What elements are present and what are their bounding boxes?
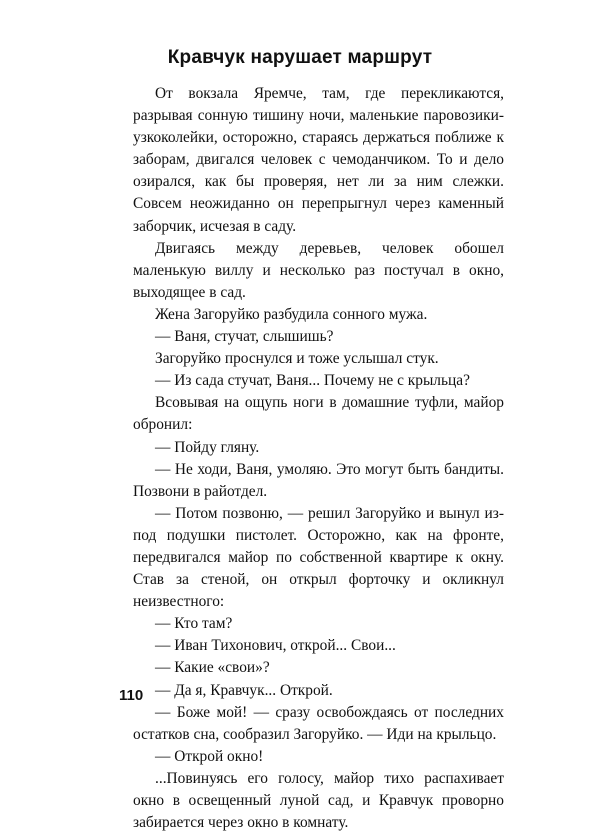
- paragraph: От вокзала Яремче, там, где перекликаются, разрывая сонную тишину ночи, маленькие паровозики-узкоколейки, осторожно, стараясь держаться поближе к заборам, двигался человек с чемоданчиком. То и дело озирался, как бы проверяя, нет ли за ним слежки. Совсем неожиданно он перепрыгнул через каменный заборчик, исчезая в саду.: [133, 85, 504, 235]
- dialogue-line: — Какие «свои»?: [155, 659, 270, 677]
- dialogue-line: — Ваня, стучат, слышишь?: [155, 328, 334, 346]
- dialogue-line: — Потом позвоню, — решил Загоруйко и вынул из-под подушки пистолет. Осторожно, как на фронте, передвигался майор по собственной квартире к окну. Став за стеной, он открыл форточку и окликнул неизвестного:: [133, 504, 504, 611]
- dialogue-line: — Боже мой! — сразу освобождаясь от последних остатков сна, сообразил Загоруйко. — Иди на крыльцо.: [133, 703, 504, 743]
- chapter-title: Кравчук нарушает маршрут: [167, 47, 433, 68]
- paragraph: Жена Загоруйко разбудила сонного мужа.: [155, 305, 428, 323]
- chapter-body: [133, 83, 504, 834]
- dialogue-line: — Иван Тихонович, открой... Свои...: [155, 637, 396, 655]
- paragraph: Загоруйко проснулся и тоже услышал стук.: [155, 350, 439, 368]
- paragraph: Всовывая на ощупь ноги в домашние туфли, майор обронил:: [133, 394, 504, 434]
- dialogue-line: — Не ходи, Ваня, умоляю. Это могут быть бандиты. Позвони в райотдел.: [133, 460, 504, 500]
- dialogue-line: — Да я, Кравчук... Открой.: [155, 681, 333, 699]
- dialogue-line: — Пойду гляну.: [155, 438, 260, 456]
- dialogue-line: — Открой окно!: [155, 747, 264, 765]
- paragraph: ...Повинуясь его голосу, майор тихо распахивает окно в освещенный луной сад, и Кравчук проворно забирается через окно в комнату.: [133, 769, 504, 832]
- paragraph: Двигаясь между деревьев, человек обошел маленькую виллу и несколько раз постучал в окно, выходящее в сад.: [133, 239, 504, 301]
- page-number: 110: [119, 687, 144, 704]
- dialogue-line: — Из сада стучат, Ваня... Почему не с крыльца?: [155, 372, 470, 390]
- dialogue-line: — Кто там?: [155, 615, 233, 633]
